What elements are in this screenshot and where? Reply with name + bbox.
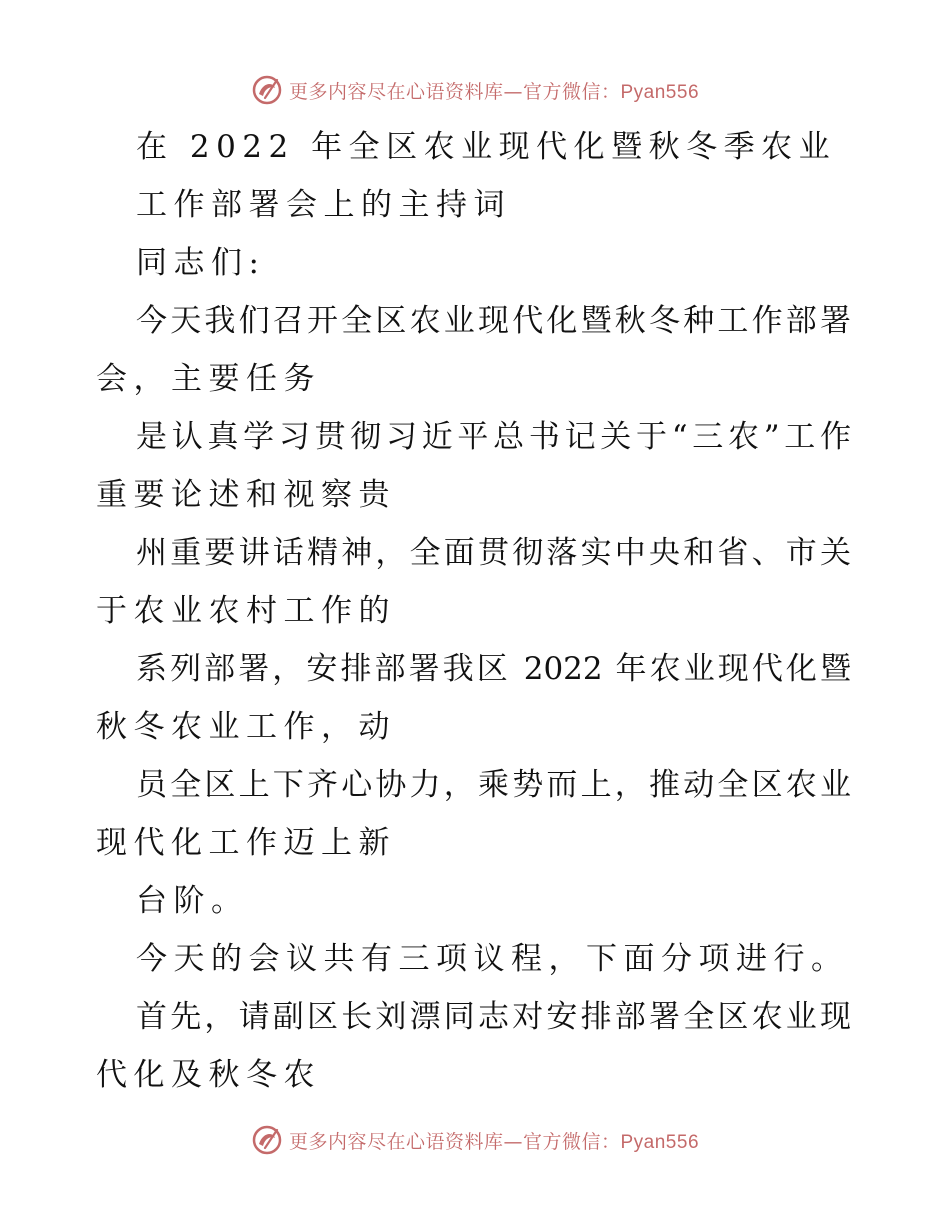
doc-line: 秋冬农业工作，动 <box>96 709 396 745</box>
watermark-banner-top <box>0 70 950 110</box>
doc-line: 州重要讲话精神，全面贯彻落实中央和省、市关 <box>136 535 851 571</box>
doc-line: 今天的会议共有三项议程，下面分项进行。 <box>136 941 849 977</box>
doc-line: 会，主要任务 <box>96 361 321 397</box>
doc-line: 于农业农村工作的 <box>96 593 396 629</box>
doc-line: 代化及秋冬农 <box>96 1057 321 1093</box>
doc-line: 今天我们召开全区农业现代化暨秋冬种工作部署 <box>136 303 851 339</box>
doc-line: 重要论述和视察贵 <box>96 477 396 513</box>
doc-line: 现代化工作迈上新 <box>96 825 396 861</box>
red-seal-swirl-icon <box>251 1124 283 1156</box>
watermark-banner-bottom <box>0 1120 950 1160</box>
doc-line: 首先，请副区长刘漂同志对安排部署全区农业现 <box>136 999 851 1035</box>
doc-line: 是认真学习贯彻习近平总书记关于“三农”工作 <box>136 419 851 455</box>
doc-line: 员全区上下齐心协力，乘势而上，推动全区农业 <box>136 767 851 803</box>
watermark-text: 更多内容尽在心语资料库—官方微信：Pyan556 <box>288 80 700 103</box>
doc-salutation: 同志们: <box>136 245 266 281</box>
doc-line: 台阶。 <box>136 883 249 919</box>
doc-title-line-1: 在 2022 年全区农业现代化暨秋冬季农业 <box>136 129 837 165</box>
doc-line: 系列部署，安排部署我区 2022 年农业现代化暨 <box>136 651 851 687</box>
watermark-text: 更多内容尽在心语资料库—官方微信：Pyan556 <box>288 1130 700 1153</box>
doc-title-line-2: 工作部署会上的主持词 <box>136 187 511 223</box>
red-seal-swirl-icon <box>251 74 283 106</box>
